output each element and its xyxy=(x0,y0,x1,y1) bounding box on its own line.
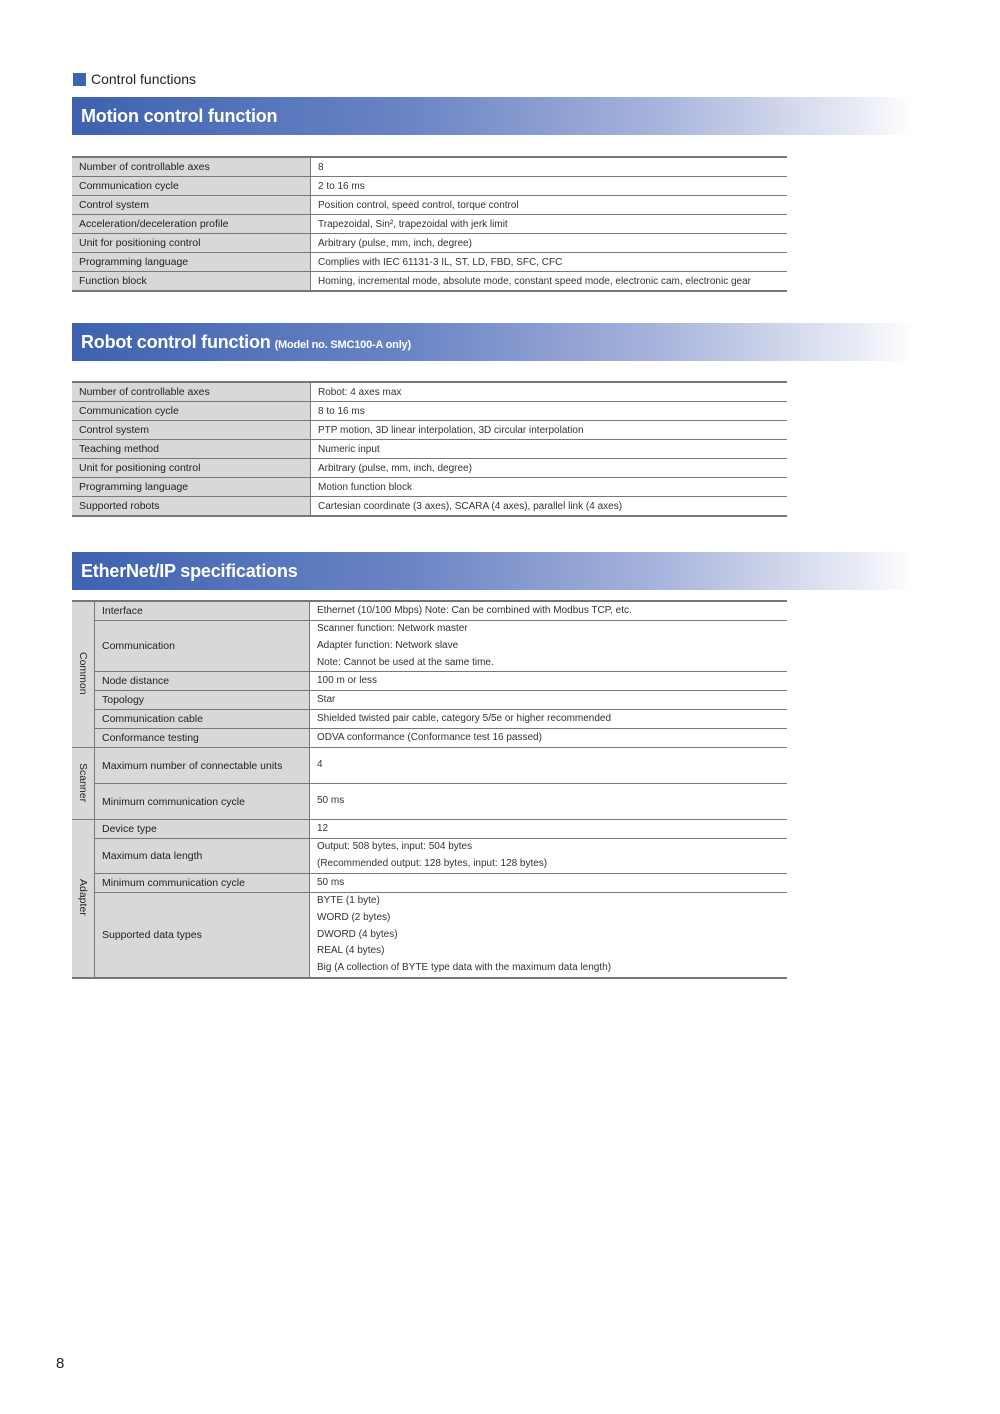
spec-value: ODVA conformance (Conformance test 16 passed) xyxy=(310,729,788,748)
table-row xyxy=(72,421,787,440)
table-row xyxy=(72,748,787,784)
table-row xyxy=(72,478,787,497)
table-row xyxy=(72,215,787,234)
spec-key: Minimum communication cycle xyxy=(95,873,310,892)
ethernet-ip-banner xyxy=(72,552,915,590)
table-row xyxy=(72,497,787,517)
page-number: 8 xyxy=(56,1355,65,1372)
spec-value: 8 xyxy=(311,157,788,177)
table-row xyxy=(72,691,787,710)
spec-value: Arbitrary (pulse, mm, inch, degree) xyxy=(311,459,788,478)
table-row xyxy=(72,710,787,729)
spec-key: Maximum data length xyxy=(95,839,310,874)
spec-key: Interface xyxy=(95,601,310,621)
spec-key: Maximum number of connectable units xyxy=(95,748,310,784)
table-row xyxy=(72,873,787,892)
spec-key: Supported robots xyxy=(72,497,311,517)
table-row xyxy=(72,253,787,272)
group-scanner: Scanner xyxy=(72,748,95,820)
spec-key: Communication xyxy=(95,621,310,672)
table-row xyxy=(72,839,787,874)
robot-control-title: Robot control function xyxy=(81,331,271,352)
spec-value: Shielded twisted pair cable, category 5/5e or higher recommended xyxy=(310,710,788,729)
spec-value: Motion function block xyxy=(311,478,788,497)
table-row xyxy=(72,196,787,215)
table-row xyxy=(72,820,787,839)
spec-value: Ethernet (10/100 Mbps) Note: Can be combined with Modbus TCP, etc. xyxy=(310,601,788,621)
table-row xyxy=(72,784,787,820)
motion-control-title: Motion control function xyxy=(81,105,278,126)
table-row xyxy=(72,177,787,196)
table-row xyxy=(72,729,787,748)
spec-key: Communication cycle xyxy=(72,177,311,196)
spec-value: Numeric input xyxy=(311,440,788,459)
robot-control-table xyxy=(72,381,787,517)
section-label xyxy=(73,71,196,87)
spec-key: Node distance xyxy=(95,672,310,691)
spec-value: 50 ms xyxy=(310,873,788,892)
spec-key: Device type xyxy=(95,820,310,839)
spec-value: 8 to 16 ms xyxy=(311,402,788,421)
table-row xyxy=(72,440,787,459)
table-row xyxy=(72,234,787,253)
table-row xyxy=(72,382,787,402)
table-row xyxy=(72,402,787,421)
spec-value: 4 xyxy=(310,748,788,784)
spec-key: Acceleration/deceleration profile xyxy=(72,215,311,234)
spec-key: Programming language xyxy=(72,478,311,497)
motion-control-banner xyxy=(72,97,915,135)
spec-value: Output: 508 bytes, input: 504 bytes (Recommended output: 128 bytes, input: 128 bytes) xyxy=(310,839,788,874)
spec-key: Control system xyxy=(72,196,311,215)
robot-control-subtitle: (Model no. SMC100-A only) xyxy=(274,339,411,351)
robot-control-banner xyxy=(72,323,915,361)
table-row xyxy=(72,272,787,292)
spec-value: 12 xyxy=(310,820,788,839)
spec-key: Control system xyxy=(72,421,311,440)
group-adapter: Adapter xyxy=(72,820,95,978)
spec-key: Teaching method xyxy=(72,440,311,459)
spec-key: Topology xyxy=(95,691,310,710)
section-label-text: Control functions xyxy=(91,71,197,87)
spec-value: Arbitrary (pulse, mm, inch, degree) xyxy=(311,234,788,253)
group-common: Common xyxy=(72,601,95,748)
spec-value: 100 m or less xyxy=(310,672,788,691)
spec-key: Programming language xyxy=(72,253,311,272)
spec-key: Communication cable xyxy=(95,710,310,729)
spec-key: Function block xyxy=(72,272,311,292)
spec-value: Homing, incremental mode, absolute mode, constant speed mode, electronic cam, electronic gear xyxy=(311,272,788,292)
table-row xyxy=(72,157,787,177)
spec-value: Cartesian coordinate (3 axes), SCARA (4 axes), parallel link (4 axes) xyxy=(311,497,788,517)
table-row xyxy=(72,459,787,478)
table-row xyxy=(72,672,787,691)
table-row xyxy=(72,601,787,621)
spec-key: Unit for positioning control xyxy=(72,234,311,253)
spec-value: PTP motion, 3D linear interpolation, 3D circular interpolation xyxy=(311,421,788,440)
ethernet-ip-title: EtherNet/IP specifications xyxy=(81,560,298,581)
spec-value: 50 ms xyxy=(310,784,788,820)
spec-key: Supported data types xyxy=(95,892,310,977)
ethernet-ip-table xyxy=(72,600,787,979)
motion-control-table xyxy=(72,156,787,292)
spec-value: Position control, speed control, torque control xyxy=(311,196,788,215)
spec-value: Scanner function: Network master Adapter function: Network slave Note: Cannot be used at the same time. xyxy=(310,621,788,672)
spec-value: Star xyxy=(310,691,788,710)
spec-value: Trapezoidal, Sin², trapezoidal with jerk limit xyxy=(311,215,788,234)
spec-key: Unit for positioning control xyxy=(72,459,311,478)
spec-key: Conformance testing xyxy=(95,729,310,748)
spec-value: Complies with IEC 61131-3 IL, ST, LD, FBD, SFC, CFC xyxy=(311,253,788,272)
spec-value: Robot: 4 axes max xyxy=(311,382,788,402)
table-row xyxy=(72,892,787,977)
spec-value: BYTE (1 byte) WORD (2 bytes) DWORD (4 bytes) REAL (4 bytes) Big (A collection of BYTE type data with the maximum data length) xyxy=(310,892,788,977)
spec-key: Number of controllable axes xyxy=(72,382,311,402)
spec-key: Number of controllable axes xyxy=(72,157,311,177)
spec-value: 2 to 16 ms xyxy=(311,177,788,196)
table-row xyxy=(72,621,787,672)
spec-key: Communication cycle xyxy=(72,402,311,421)
spec-key: Minimum communication cycle xyxy=(95,784,310,820)
section-square-icon xyxy=(73,73,86,86)
